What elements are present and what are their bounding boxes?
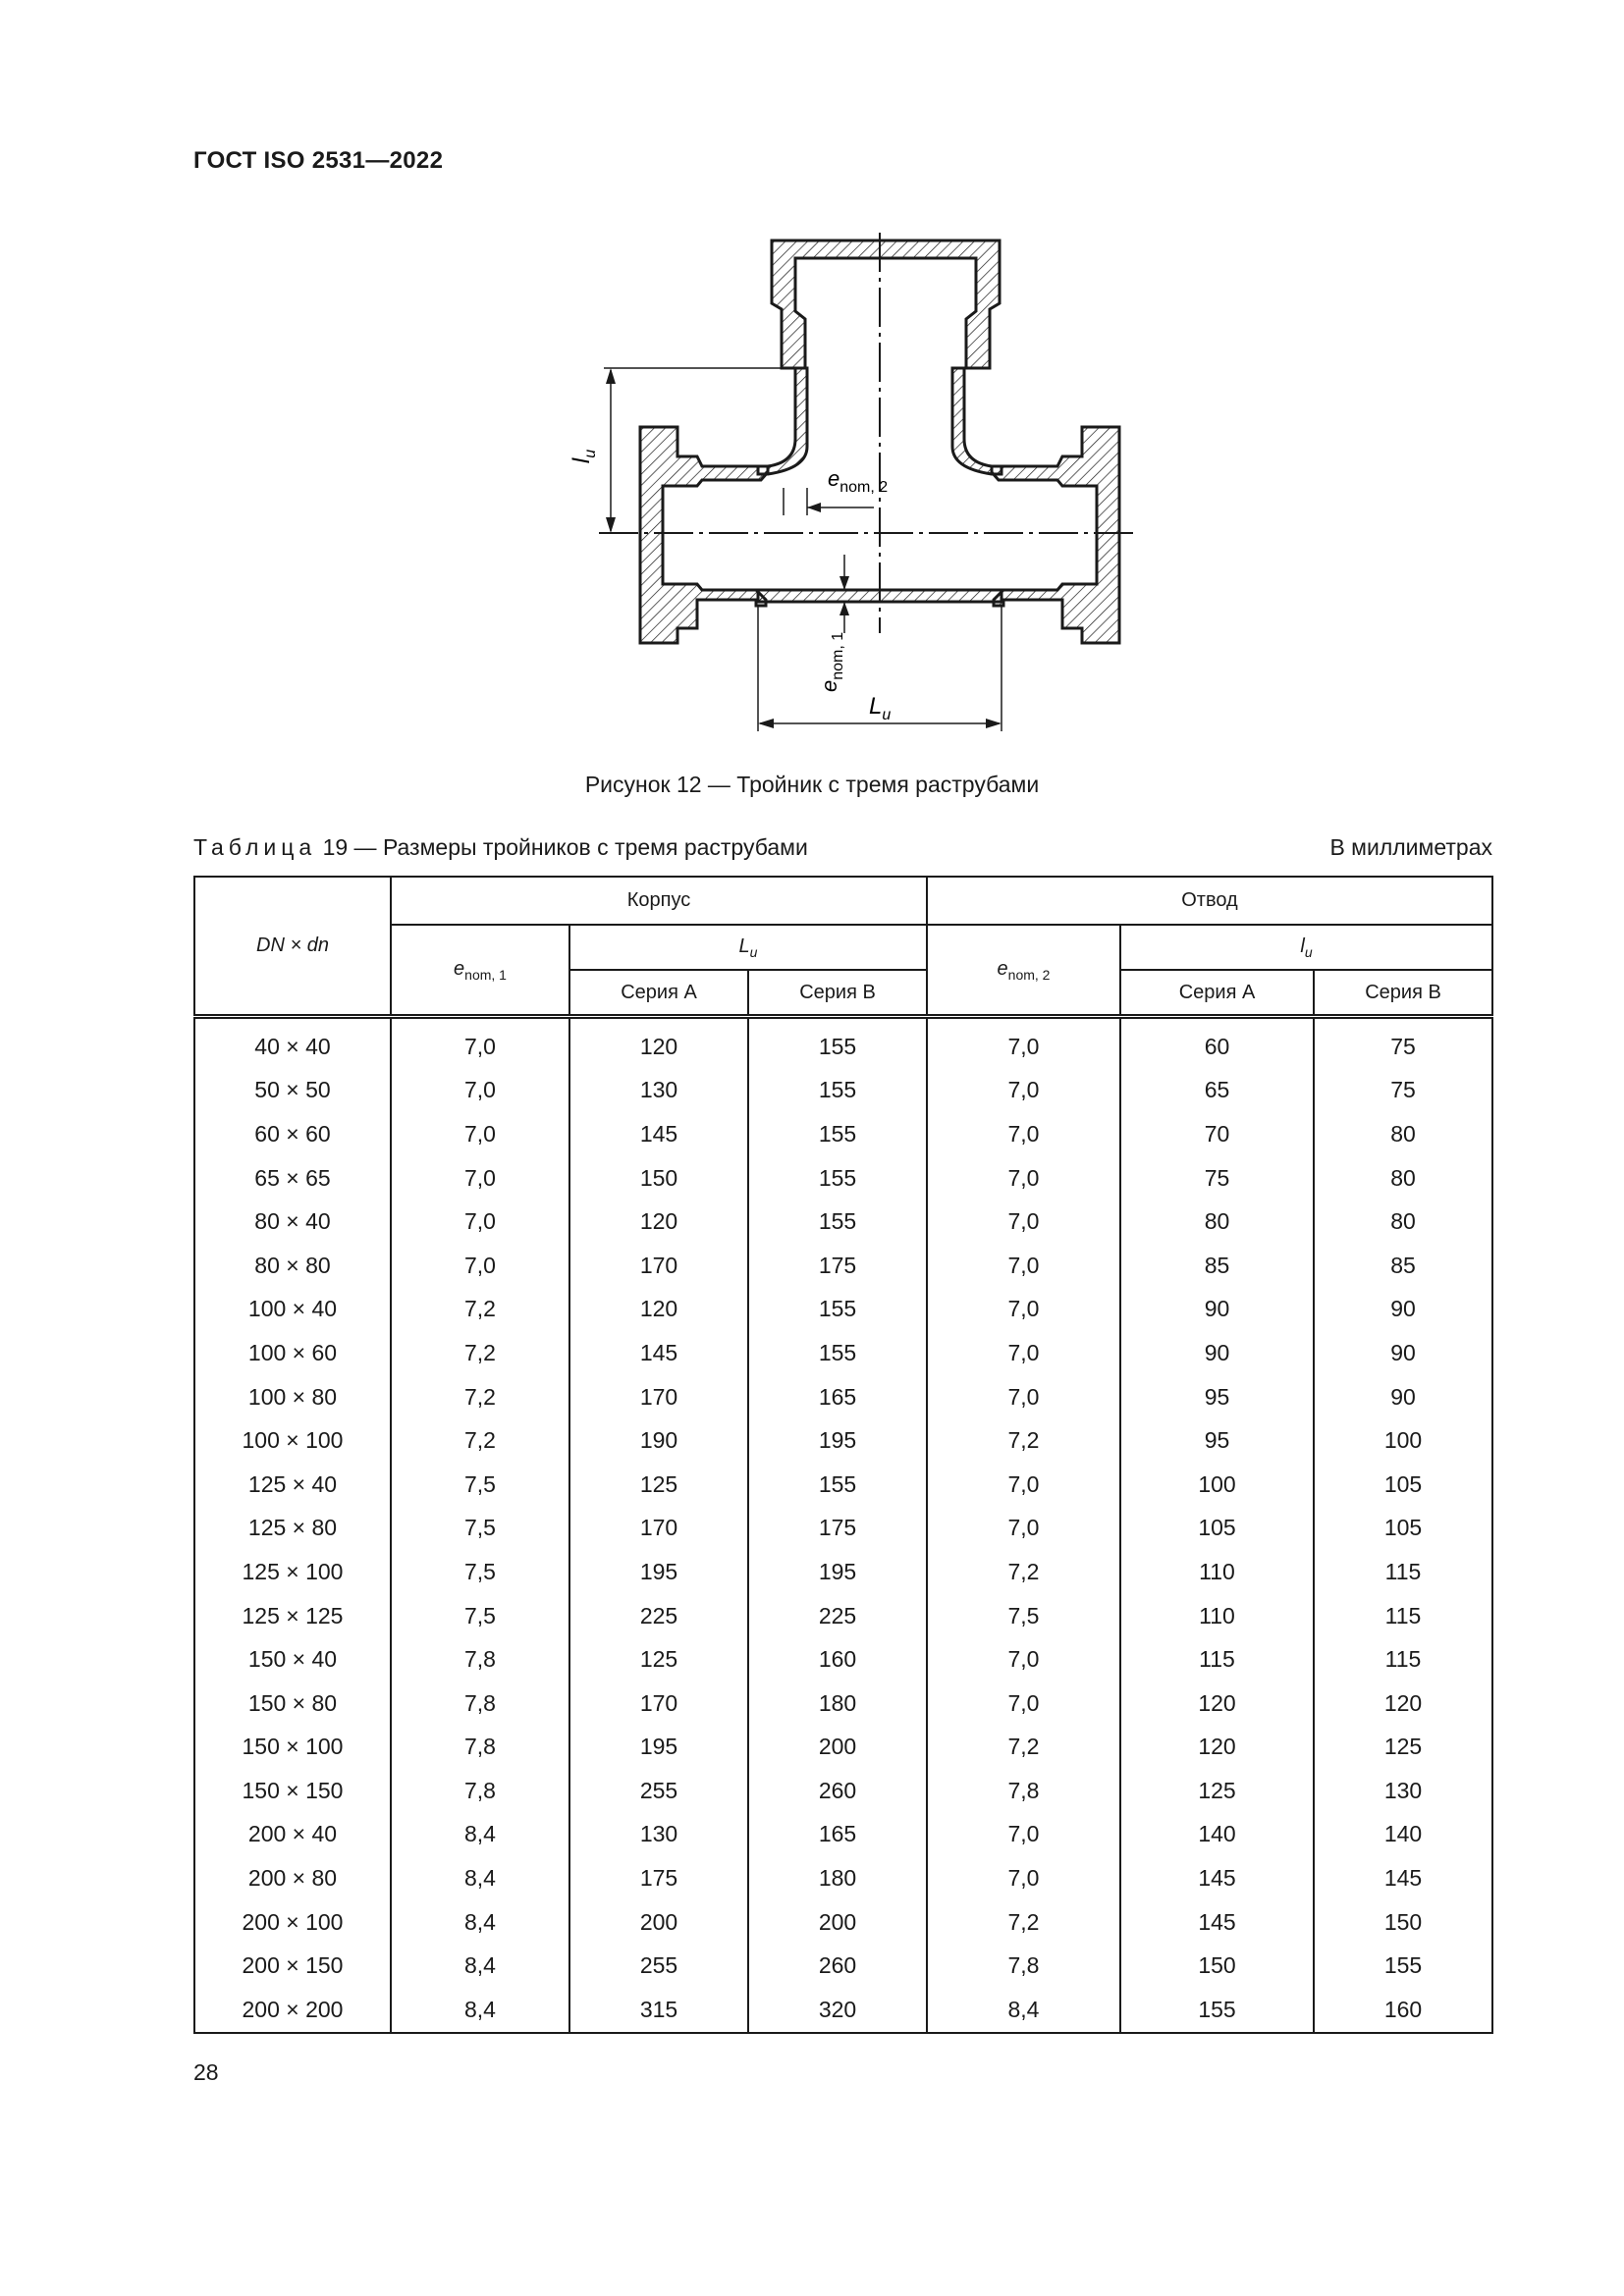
table-cell: 7,0 xyxy=(391,1017,569,1069)
table-row xyxy=(194,1244,1492,1288)
table-cell: 105 xyxy=(1120,1507,1314,1551)
table-cell: 7,2 xyxy=(391,1288,569,1332)
table-cell: 80 × 40 xyxy=(194,1200,391,1244)
table-row xyxy=(194,1726,1492,1770)
header-body: Корпус xyxy=(391,877,927,925)
table-row xyxy=(194,1017,1492,1069)
table-cell: 60 xyxy=(1120,1017,1314,1069)
table-cell: 105 xyxy=(1314,1463,1492,1507)
table-row xyxy=(194,1463,1492,1507)
table-row xyxy=(194,1550,1492,1594)
table-row xyxy=(194,1900,1492,1945)
table-cell: 90 xyxy=(1120,1331,1314,1375)
table-cell: 7,2 xyxy=(927,1418,1120,1463)
table-cell: 195 xyxy=(748,1550,927,1594)
table-cell: 7,8 xyxy=(391,1769,569,1813)
table-cell: 140 xyxy=(1314,1813,1492,1857)
table-cell: 7,0 xyxy=(927,1331,1120,1375)
figure-caption: Рисунок 12 — Тройник с тремя раструбами xyxy=(584,772,1040,797)
table-cell: 7,2 xyxy=(391,1418,569,1463)
table-cell: 7,0 xyxy=(927,1112,1120,1156)
table-cell: 145 xyxy=(1120,1856,1314,1900)
table-cell: 155 xyxy=(1120,1988,1314,2033)
lu-label: $l_u$ xyxy=(568,449,599,464)
table-cell: 140 xyxy=(1120,1813,1314,1857)
table-cell: 155 xyxy=(748,1017,927,1069)
table-row xyxy=(194,1112,1492,1156)
table-row xyxy=(194,1375,1492,1419)
table-cell: 7,8 xyxy=(391,1637,569,1682)
table-cell: 260 xyxy=(748,1944,927,1988)
col-lu-series-b: Серия B xyxy=(1314,970,1492,1017)
table-row xyxy=(194,1637,1492,1682)
table-cell: 40 × 40 xyxy=(194,1017,391,1069)
table-cell: 150 × 100 xyxy=(194,1726,391,1770)
table-cell: 7,2 xyxy=(927,1726,1120,1770)
table-cell: 200 × 100 xyxy=(194,1900,391,1945)
table-cell: 7,0 xyxy=(927,1069,1120,1113)
table-cell: 115 xyxy=(1314,1550,1492,1594)
table-cell: 200 × 40 xyxy=(194,1813,391,1857)
table-title-text: 19 — Размеры тройников с тремя раструбами xyxy=(316,834,808,860)
table-cell: 100 × 100 xyxy=(194,1418,391,1463)
col-e-nom-1: $e_{nom, 1}$ xyxy=(391,925,569,1017)
table-cell: 100 × 60 xyxy=(194,1331,391,1375)
table-row xyxy=(194,1331,1492,1375)
table-title xyxy=(193,834,808,861)
table-cell: 100 xyxy=(1314,1418,1492,1463)
tee-dimensions-table xyxy=(193,876,1493,2034)
table-cell: 150 xyxy=(569,1156,748,1201)
table-cell: 175 xyxy=(748,1507,927,1551)
table-row xyxy=(194,1069,1492,1113)
table-cell: 95 xyxy=(1120,1375,1314,1419)
table-cell: 150 × 80 xyxy=(194,1682,391,1726)
table-row xyxy=(194,1200,1492,1244)
table-cell: 155 xyxy=(748,1200,927,1244)
table-cell: 125 × 100 xyxy=(194,1550,391,1594)
table-cell: 120 xyxy=(1314,1682,1492,1726)
table-cell: 125 xyxy=(1314,1726,1492,1770)
table-cell: 7,0 xyxy=(927,1244,1120,1288)
table-cell: 7,0 xyxy=(927,1288,1120,1332)
table-cell: 175 xyxy=(569,1856,748,1900)
table-cell: 150 × 40 xyxy=(194,1637,391,1682)
table-cell: 175 xyxy=(748,1244,927,1288)
table-cell: 7,0 xyxy=(927,1200,1120,1244)
table-cell: 125 × 80 xyxy=(194,1507,391,1551)
table-cell: 155 xyxy=(748,1112,927,1156)
table-cell: 105 xyxy=(1314,1507,1492,1551)
table-cell: 80 × 80 xyxy=(194,1244,391,1288)
table-cell: 160 xyxy=(748,1637,927,1682)
table-row xyxy=(194,1988,1492,2033)
table-cell: 100 × 80 xyxy=(194,1375,391,1419)
table-cell: 80 xyxy=(1314,1156,1492,1201)
table-cell: 170 xyxy=(569,1682,748,1726)
table-row xyxy=(194,1507,1492,1551)
table-cell: 7,5 xyxy=(391,1594,569,1638)
table-cell: 195 xyxy=(569,1726,748,1770)
table-cell: 195 xyxy=(748,1418,927,1463)
table-row xyxy=(194,1856,1492,1900)
table-cell: 180 xyxy=(748,1682,927,1726)
table-cell: 7,0 xyxy=(927,1463,1120,1507)
table-cell: 225 xyxy=(569,1594,748,1638)
table-cell: 7,0 xyxy=(391,1244,569,1288)
table-cell: 155 xyxy=(748,1069,927,1113)
table-cell: 7,0 xyxy=(927,1682,1120,1726)
table-cell: 155 xyxy=(748,1463,927,1507)
col-Lu-series-b: Серия B xyxy=(748,970,927,1017)
branch-left-wall xyxy=(758,368,807,474)
table-cell: 145 xyxy=(569,1112,748,1156)
table-cell: 115 xyxy=(1314,1637,1492,1682)
table-cell: 225 xyxy=(748,1594,927,1638)
table-cell: 165 xyxy=(748,1813,927,1857)
table-cell: 170 xyxy=(569,1507,748,1551)
e-nom-2-label: $e_{nom, 2}$ xyxy=(828,466,889,496)
table-cell: 195 xyxy=(569,1550,748,1594)
table-cell: 120 xyxy=(569,1200,748,1244)
table-cell: 125 xyxy=(569,1637,748,1682)
table-cell: 125 × 40 xyxy=(194,1463,391,1507)
table-cell: 110 xyxy=(1120,1550,1314,1594)
top-socket-wall xyxy=(772,240,1000,368)
table-cell: 115 xyxy=(1120,1637,1314,1682)
e-nom-1-label: $e_{nom, 1}$ xyxy=(817,631,846,692)
table-cell: 85 xyxy=(1314,1244,1492,1288)
table-cell: 100 × 40 xyxy=(194,1288,391,1332)
table-cell: 200 × 200 xyxy=(194,1988,391,2033)
table-cell: 7,0 xyxy=(927,1017,1120,1069)
table-cell: 90 xyxy=(1314,1288,1492,1332)
table-cell: 255 xyxy=(569,1769,748,1813)
table-cell: 200 × 150 xyxy=(194,1944,391,1988)
table-cell: 85 xyxy=(1120,1244,1314,1288)
table-cell: 8,4 xyxy=(391,1988,569,2033)
table-cell: 120 xyxy=(569,1288,748,1332)
table-cell: 165 xyxy=(748,1375,927,1419)
table-row xyxy=(194,1418,1492,1463)
table-cell: 7,8 xyxy=(391,1726,569,1770)
table-cell: 155 xyxy=(748,1331,927,1375)
table-body xyxy=(194,1017,1492,2033)
table-cell: 150 × 150 xyxy=(194,1769,391,1813)
table-cell: 7,5 xyxy=(927,1594,1120,1638)
table-cell: 155 xyxy=(1314,1944,1492,1988)
table-cell: 7,8 xyxy=(927,1769,1120,1813)
table-cell: 130 xyxy=(569,1813,748,1857)
table-cell: 200 xyxy=(748,1726,927,1770)
table-cell: 70 xyxy=(1120,1112,1314,1156)
table-cell: 65 xyxy=(1120,1069,1314,1113)
table-cell: 130 xyxy=(569,1069,748,1113)
table-cell: 145 xyxy=(569,1331,748,1375)
table-cell: 110 xyxy=(1120,1594,1314,1638)
table-cell: 75 xyxy=(1314,1017,1492,1069)
table-cell: 120 xyxy=(1120,1726,1314,1770)
table-cell: 7,0 xyxy=(391,1156,569,1201)
table-cell: 90 xyxy=(1120,1288,1314,1332)
table-cell: 7,0 xyxy=(927,1507,1120,1551)
header-lu: $l_u$ xyxy=(1120,925,1492,970)
table-cell: 75 xyxy=(1120,1156,1314,1201)
table-row xyxy=(194,1156,1492,1201)
table-cell: 7,2 xyxy=(391,1331,569,1375)
document-code: ГОСТ ISO 2531—2022 xyxy=(193,147,444,174)
table-cell: 95 xyxy=(1120,1418,1314,1463)
tee-drawing xyxy=(550,221,1159,751)
col-Lu-series-a: Серия A xyxy=(569,970,748,1017)
table-cell: 7,0 xyxy=(927,1637,1120,1682)
Lu-label: $L_u$ xyxy=(869,693,892,723)
table-cell: 8,4 xyxy=(927,1988,1120,2033)
table-cell: 65 × 65 xyxy=(194,1156,391,1201)
table-cell: 7,0 xyxy=(391,1200,569,1244)
table-cell: 190 xyxy=(569,1418,748,1463)
table-row xyxy=(194,1288,1492,1332)
table-cell: 7,2 xyxy=(927,1900,1120,1945)
table-cell: 150 xyxy=(1120,1944,1314,1988)
table-cell: 320 xyxy=(748,1988,927,2033)
table-cell: 145 xyxy=(1314,1856,1492,1900)
table-cell: 7,0 xyxy=(391,1069,569,1113)
table-cell: 120 xyxy=(569,1017,748,1069)
table-cell: 145 xyxy=(1120,1900,1314,1945)
table-cell: 90 xyxy=(1314,1375,1492,1419)
table-cell: 7,5 xyxy=(391,1550,569,1594)
table-cell: 255 xyxy=(569,1944,748,1988)
table-cell: 7,0 xyxy=(927,1156,1120,1201)
table-cell: 7,0 xyxy=(927,1813,1120,1857)
table-cell: 200 xyxy=(748,1900,927,1945)
table-cell: 80 xyxy=(1314,1200,1492,1244)
table-cell: 160 xyxy=(1314,1988,1492,2033)
table-cell: 150 xyxy=(1314,1900,1492,1945)
table-cell: 7,2 xyxy=(391,1375,569,1419)
table-cell: 7,8 xyxy=(391,1682,569,1726)
table-cell: 8,4 xyxy=(391,1856,569,1900)
table-cell: 200 xyxy=(569,1900,748,1945)
branch-right-wall xyxy=(952,368,1001,474)
table-cell: 90 xyxy=(1314,1331,1492,1375)
table-cell: 120 xyxy=(1120,1682,1314,1726)
table-cell: 7,0 xyxy=(927,1375,1120,1419)
table-cell: 315 xyxy=(569,1988,748,2033)
table-cell: 100 xyxy=(1120,1463,1314,1507)
header-branch: Отвод xyxy=(927,877,1492,925)
table-cell: 7,0 xyxy=(927,1856,1120,1900)
table-cell: 125 xyxy=(569,1463,748,1507)
units-note: В миллиметрах xyxy=(1329,834,1492,860)
table-cell: 260 xyxy=(748,1769,927,1813)
table-cell: 7,5 xyxy=(391,1463,569,1507)
table-cell: 155 xyxy=(748,1288,927,1332)
table-cell: 170 xyxy=(569,1244,748,1288)
col-dn: DN × dn xyxy=(194,877,391,1017)
table-cell: 7,2 xyxy=(927,1550,1120,1594)
table-row xyxy=(194,1769,1492,1813)
table-row xyxy=(194,1594,1492,1638)
table-cell: 75 xyxy=(1314,1069,1492,1113)
table-cell: 180 xyxy=(748,1856,927,1900)
table-cell: 125 xyxy=(1120,1769,1314,1813)
tee-fitting-diagram xyxy=(550,221,1159,751)
table-cell: 8,4 xyxy=(391,1900,569,1945)
table-row xyxy=(194,1944,1492,1988)
table-cell: 170 xyxy=(569,1375,748,1419)
table-row xyxy=(194,1682,1492,1726)
table-row xyxy=(194,1813,1492,1857)
table-cell: 8,4 xyxy=(391,1944,569,1988)
table-cell: 8,4 xyxy=(391,1813,569,1857)
col-e-nom-2: $e_{nom, 2}$ xyxy=(927,925,1120,1017)
left-socket-wall xyxy=(640,427,768,643)
table-cell: 125 × 125 xyxy=(194,1594,391,1638)
table-cell: 155 xyxy=(748,1156,927,1201)
table-cell: 7,8 xyxy=(927,1944,1120,1988)
header-Lu: $L_u$ xyxy=(569,925,927,970)
table-cell: 130 xyxy=(1314,1769,1492,1813)
table-cell: 115 xyxy=(1314,1594,1492,1638)
table-cell: 7,5 xyxy=(391,1507,569,1551)
page-number: 28 xyxy=(193,2059,219,2085)
table-cell: 200 × 80 xyxy=(194,1856,391,1900)
table-cell: 7,0 xyxy=(391,1112,569,1156)
table-cell: 80 xyxy=(1120,1200,1314,1244)
col-lu-series-a: Серия A xyxy=(1120,970,1314,1017)
table-cell: 60 × 60 xyxy=(194,1112,391,1156)
table-label: Таблица xyxy=(193,834,317,860)
table-cell: 50 × 50 xyxy=(194,1069,391,1113)
right-socket-wall xyxy=(992,427,1119,643)
table-cell: 80 xyxy=(1314,1112,1492,1156)
